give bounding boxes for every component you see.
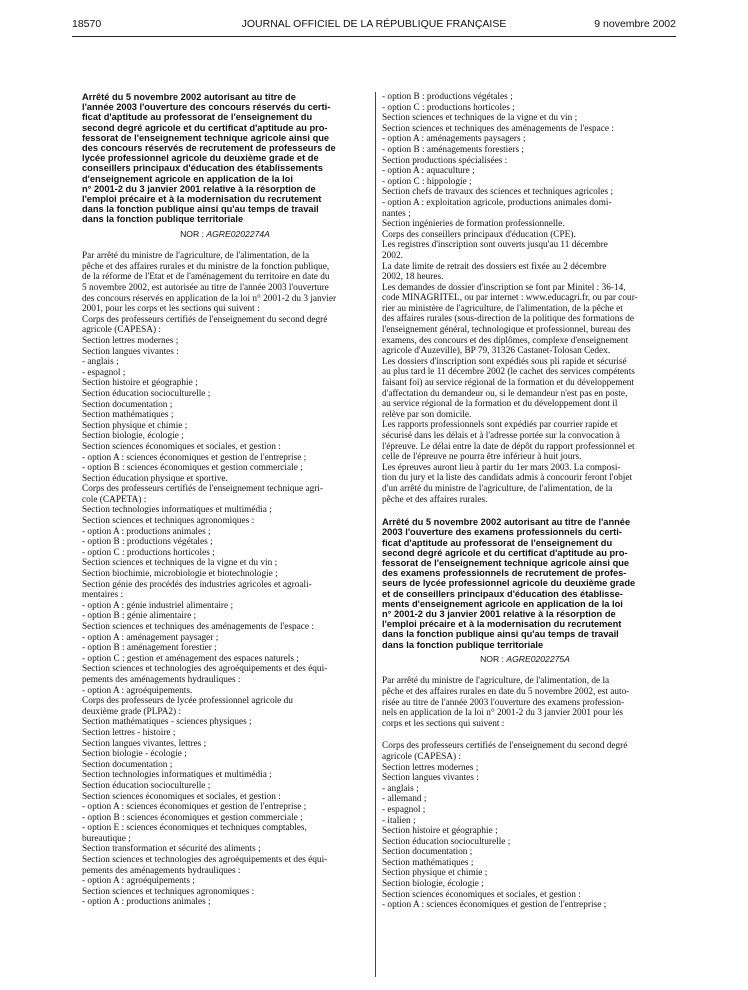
text-line: Section histoire et géographie ;: [82, 378, 198, 389]
left-nor: NOR : AGRE0202274A: [180, 228, 270, 239]
text-line: Section documentation ;: [382, 847, 473, 858]
text-line: Section documentation ;: [82, 399, 173, 410]
text-line: Section sciences et techniques des aménagements de l'espace :: [82, 622, 314, 633]
text-line: - option C : gestion et aménagement des espaces naturels ;: [82, 653, 299, 664]
text-line: - option B : génie alimentaire ;: [82, 611, 197, 622]
text-line: - option B : sciences économiques et gestion commerciale ;: [82, 463, 303, 474]
text-line: de la réforme de l'Etat et de l'aménagement du territoire en date du: [82, 272, 330, 283]
text-line: Les dossiers d'inscription sont expédiés sous pli rapide et sécurisé: [382, 356, 627, 367]
left-article-title: [82, 92, 368, 225]
title-line: fessorat de l'enseignement technique agricole ainsi que: [382, 557, 630, 568]
page-header: [72, 18, 676, 34]
text-line: - italien ;: [382, 815, 416, 826]
text-line: - option A : sciences économiques et gestion de l'entreprise ;: [382, 900, 607, 911]
text-line: Les rapports professionnels sont expédiés par courrier rapide et: [382, 420, 618, 431]
title-line: Arrêté du 5 novembre 2002 autorisant au titre de l'année: [382, 517, 631, 528]
title-line: l'année 2003 l'ouverture des concours réservés du certi-: [82, 102, 331, 113]
text-line: agricole (CAPESA) :: [382, 751, 462, 762]
title-line: fessorat de l'enseignement technique agricole ainsi que: [82, 132, 330, 143]
text-line: d'affectation du demandeur ou, si le demandeur n'est pas en poste,: [382, 388, 628, 399]
text-line: Section sciences et techniques de la vigne et du vin ;: [382, 113, 578, 124]
text-line: Section chefs de travaux des sciences et techniques agricoles ;: [382, 187, 614, 198]
text-line: Section histoire et géographie ;: [382, 826, 498, 837]
text-line: - option B : productions végétales ;: [382, 92, 513, 102]
title-line: des concours réservés de recrutement de professeurs de: [82, 143, 336, 154]
title-line: dans la fonction publique ainsi qu'au temps de travail: [382, 629, 619, 640]
text-line: - option A : sciences économiques et gestion de l'entreprise ;: [82, 452, 307, 463]
text-line: La date limite de retrait des dossiers est fixée au 2 décembre: [382, 261, 607, 272]
title-line: l'emploi précaire et à la modernisation du recrutement: [382, 619, 622, 630]
header-rule: [72, 36, 676, 37]
text-line: 2002.: [382, 250, 403, 261]
title-line: et de conseillers principaux d'éducation des établisse-: [382, 588, 623, 599]
left-article-body: [82, 251, 368, 908]
text-line: Section physique et chimie ;: [82, 420, 188, 431]
title-line: des examens professionnels de recrutement de profes-: [382, 568, 627, 579]
text-line: Section sciences économiques et sociales, et gestion :: [382, 889, 581, 900]
text-line: Section biochimie, microbiologie et biotechnologie ;: [82, 569, 278, 580]
title-line: conseillers principaux d'éducation des établissements: [82, 163, 323, 174]
text-line: au plus tard le 11 décembre 2002 (le cachet des services compétents: [382, 367, 635, 378]
text-line: sécurisé dans les délais et à l'adresse portée sur la convocation à: [382, 431, 620, 441]
right-nor: NOR : AGRE0202275A: [480, 653, 570, 664]
text-line: Section technologies informatiques et multimédia ;: [82, 505, 272, 516]
title-line: second degré agricole et du certificat d'aptitude au pro-: [82, 122, 328, 133]
title-line: n° 2001-2 du 3 janvier 2001 relative à la résorption de: [382, 608, 616, 619]
text-line: - option C : hippologie ;: [382, 176, 472, 187]
issue-date: 9 novembre 2002: [594, 18, 676, 30]
text-line: Section mathématiques ;: [82, 410, 174, 421]
text-line: Par arrêté du ministre de l'agriculture, de l'alimentation, de la: [82, 251, 310, 262]
text-line: Corps des conseillers principaux d'éducation (CPE).: [382, 229, 576, 240]
title-line: ficat d'aptitude au professorat de l'enseignement du: [382, 537, 613, 548]
title-line: l'emploi précaire et à la modernisation du recrutement: [82, 194, 322, 205]
text-line: Section éducation socioculturelle ;: [82, 388, 211, 399]
title-line: dans la fonction publique territoriale: [82, 214, 244, 225]
text-line: - option A : exploitation agricole, productions animales domi-: [382, 197, 612, 208]
text-line: tion du jury et la liste des candidats admis à concourir feront l'objet: [382, 473, 633, 484]
right-article-continuation: [382, 92, 668, 505]
title-line: lycée professionnel agricole du deuxième grade et de: [82, 153, 319, 164]
text-line: Section sciences économiques et sociales, et gestion :: [82, 441, 281, 452]
text-line: Section langues vivantes :: [382, 773, 479, 784]
text-line: 5 novembre 2002, est autorisée au titre de l'année 2003 l'ouverture: [82, 283, 329, 294]
text-line: Section physique et chimie ;: [382, 868, 488, 879]
text-line: - option A : aquaculture ;: [382, 166, 475, 177]
text-line: - allemand ;: [382, 794, 427, 805]
text-line: Section sciences et techniques des aménagements de l'espace :: [382, 123, 614, 134]
column-separator: [375, 92, 376, 977]
text-line: Par arrêté du ministre de l'agriculture, de l'alimentation, de la: [382, 676, 610, 687]
text-line: - option A : génie industriel alimentaire ;: [82, 600, 234, 611]
right-article-title: [382, 517, 668, 650]
text-line: risée au titre de l'année 2003 l'ouverture des examens profession-: [382, 697, 625, 708]
text-line: Section lettres - histoire ;: [82, 727, 176, 738]
text-line: Section ingénieries de formation professionnelle.: [382, 219, 565, 230]
text-line: Section éducation physique et sportive.: [82, 473, 228, 484]
text-line: Section documentation ;: [82, 759, 173, 770]
text-line: Corps des professeurs certifiés de l'enseignement technique agri-: [82, 484, 323, 495]
text-line: Les épreuves auront lieu à partir du 1er mars 2003. La composi-: [382, 462, 621, 473]
text-line: Section mathématiques - sciences physiques ;: [82, 717, 252, 728]
text-line: - espagnol ;: [382, 804, 426, 815]
text-line: Section éducation socioculturelle ;: [382, 836, 511, 847]
text-line: pêche et des affaires rurales en date du 5 novembre 2002, est auto-: [382, 686, 630, 697]
title-line: ments d'enseignement agricole en application de la loi: [382, 598, 623, 609]
text-line: - option C : productions horticoles ;: [382, 102, 515, 113]
text-line: Section sciences et technologies des agroéquipements et des équi-: [82, 855, 328, 866]
text-line: des concours réservés en application de la loi n° 2001-2 du 3 janvier: [82, 293, 337, 304]
text-line: Section sciences et techniques de la vigne et du vin ;: [82, 558, 278, 569]
text-line: des affaires rurales (sous-direction de la politique des formations de: [382, 314, 635, 325]
text-line: Section biologie - écologie ;: [82, 749, 187, 760]
text-line: - option C : productions horticoles ;: [82, 547, 215, 558]
text-line: Les demandes de dossier d'inscription se font par Minitel : 36-14,: [382, 282, 626, 293]
text-line: Section sciences et techniques agronomiques :: [82, 516, 255, 527]
right-article-intro: [382, 676, 668, 729]
text-line: examens, des concours et des diplômes, complexe d'enseignement: [382, 335, 629, 346]
title-line: 2003 l'ouverture des examens professionnels du certi-: [382, 527, 622, 538]
text-line: - anglais ;: [382, 783, 419, 794]
text-line: Section biologie, écologie ;: [82, 431, 184, 442]
text-line: nels en application de la loi n° 2001-2 du 3 janvier 2001 pour les: [382, 708, 623, 719]
text-line: - option A : agroéquipements ;: [82, 876, 195, 887]
text-line: - option A : aménagements paysagers ;: [382, 134, 526, 145]
text-line: au service régional de la formation et du développement dont il: [382, 399, 618, 410]
text-line: 2002, 18 heures.: [382, 272, 444, 283]
text-line: agricole d'Auzeville), BP 79, 31326 Castanet-Tolosan Cedex.: [382, 346, 611, 357]
text-line: corps et les sections qui suivent :: [382, 718, 505, 729]
title-line: dans la fonction publique ainsi qu'au temps de travail: [82, 204, 319, 215]
title-line: seurs de lycée professionnel agricole du deuxième grade: [382, 578, 636, 589]
right-column: [382, 92, 668, 911]
text-line: l'enseignement général, technologique et professionnel, bureau des: [382, 325, 631, 336]
text-line: mentaires :: [82, 590, 124, 601]
left-nor-code: AGRE0202274A: [206, 228, 270, 239]
journal-title: JOURNAL OFFICIEL DE LA RÉPUBLIQUE FRANÇAISE: [241, 18, 507, 30]
text-line: Section langues vivantes :: [82, 346, 179, 357]
text-line: Section sciences et techniques agronomiques :: [82, 886, 255, 897]
text-line: - option A : productions animales ;: [82, 526, 211, 537]
text-line: - option B : sciences économiques et gestion commerciale ;: [82, 812, 303, 823]
text-line: rier au ministère de l'agriculture, de l'alimentation, de la pêche et: [382, 303, 623, 314]
title-line: ficat d'aptitude au professorat de l'enseignement du: [82, 112, 313, 123]
text-line: Les registres d'inscription sont ouverts jusqu'au 11 décembre: [382, 240, 608, 251]
text-line: Corps des professeurs de lycée professionnel agricole du: [82, 696, 293, 707]
text-line: deuxième grade (PLPA2) :: [82, 706, 182, 717]
text-line: relève par son domicile.: [382, 409, 472, 420]
title-line: second degré agricole et du certificat d'aptitude au pro-: [382, 547, 628, 558]
text-line: - option A : productions animales ;: [82, 897, 211, 908]
text-line: celle de l'épreuve ne pourra être inférieur à huit jours.: [382, 452, 582, 463]
text-line: d'un arrêté du ministre de l'agriculture, de l'alimentation, de la: [382, 483, 613, 494]
left-column: [82, 92, 368, 908]
right-article-body: [382, 741, 668, 911]
text-line: Section lettres modernes ;: [82, 335, 179, 346]
text-line: Corps des professeurs certifiés de l'enseignement du second degré: [82, 314, 328, 325]
text-line: Section sciences et technologies des agroéquipements et des équi-: [82, 664, 328, 675]
text-line: - option B : aménagements forestiers ;: [382, 144, 524, 155]
title-line: n° 2001-2 du 3 janvier 2001 relative à la résorption de: [82, 183, 316, 194]
page-number: 18570: [72, 18, 102, 30]
text-line: 2001, pour les corps et les sections qui suivent :: [82, 304, 260, 315]
text-line: bureautique ;: [82, 833, 131, 844]
title-line: d'enseignement agricole en application de la loi: [82, 173, 293, 184]
title-line: Arrêté du 5 novembre 2002 autorisant au titre de: [82, 92, 296, 102]
text-line: - option E : sciences économiques et techniques comptables,: [82, 823, 307, 834]
text-line: - option B : productions végétales ;: [82, 537, 213, 548]
text-line: - anglais ;: [82, 357, 119, 368]
text-line: Section productions spécialisées :: [382, 155, 508, 166]
title-line: dans la fonction publique territoriale: [382, 639, 544, 650]
text-line: - option A : aménagement paysager ;: [82, 632, 219, 643]
text-line: Section biologie, écologie ;: [382, 879, 484, 890]
text-line: Section éducation socioculturelle ;: [82, 780, 211, 791]
text-line: agricole (CAPESA) :: [82, 325, 162, 336]
text-line: Section technologies informatiques et multimédia ;: [82, 770, 272, 781]
text-line: - option A : sciences économiques et gestion de l'entreprise ;: [82, 802, 307, 813]
text-line: Section génie des procédés des industries agricoles et agroali-: [82, 579, 312, 590]
text-line: Section lettres modernes ;: [382, 762, 479, 773]
text-line: pêche et des affaires rurales.: [382, 494, 488, 505]
text-line: l'épreuve. Le délai entre la date de dépôt du rapport professionnel et: [382, 441, 635, 452]
text-line: code MINAGRITEL, ou par internet : www.educagri.fr, ou par cour-: [382, 293, 638, 304]
text-line: cole (CAPETA) :: [82, 494, 147, 505]
text-line: pements des aménagements hydrauliques :: [82, 865, 241, 876]
text-line: Section sciences économiques et sociales, et gestion :: [82, 791, 281, 802]
text-line: pêche et des affaires rurales et du ministre de la fonction publique,: [82, 261, 330, 272]
text-line: Corps des professeurs certifiés de l'enseignement du second degré: [382, 741, 628, 752]
text-line: nantes ;: [382, 208, 411, 219]
text-line: Section transformation et sécurité des aliments ;: [82, 844, 261, 855]
text-line: pements des aménagements hydrauliques :: [82, 674, 241, 685]
right-nor-code: AGRE0202275A: [506, 653, 570, 664]
text-line: Section mathématiques ;: [382, 857, 474, 868]
text-line: - option B : aménagement forestier ;: [82, 643, 217, 654]
text-line: - espagnol ;: [82, 367, 126, 378]
text-line: - option A : agroéquipements.: [82, 685, 193, 696]
text-line: Section langues vivantes, lettres ;: [82, 738, 207, 749]
text-line: faisant foi) au service régional de la formation et du développement: [382, 378, 634, 389]
